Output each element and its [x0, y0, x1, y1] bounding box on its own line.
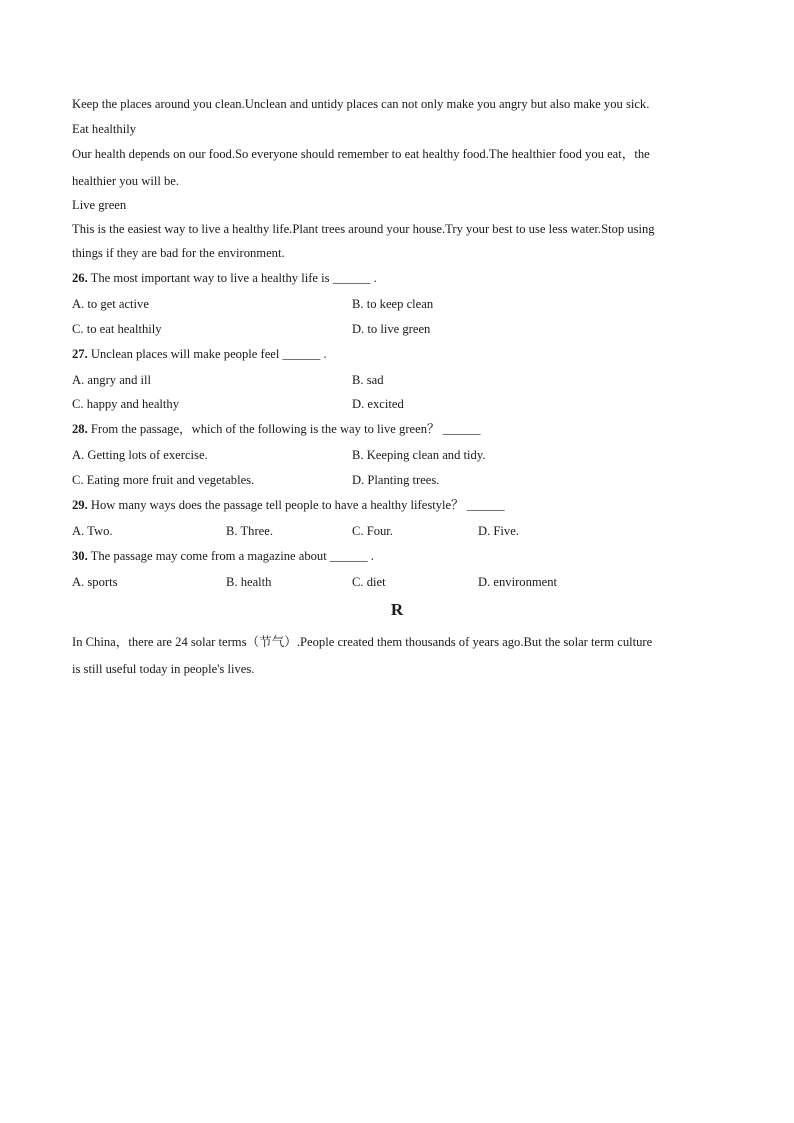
option-a[interactable]: A. sports: [72, 575, 118, 589]
option-d[interactable]: D. environment: [478, 575, 558, 589]
passage-paragraph: things if they are bad for the environment.: [72, 246, 285, 260]
passage-paragraph: In China，there are 24 solar terms（节气）.People created them thousands of years ago.But the solar term culture: [72, 635, 653, 649]
option-c[interactable]: C. diet: [352, 575, 386, 589]
option-d[interactable]: D. excited: [352, 397, 404, 411]
question-number: 27.: [72, 347, 88, 361]
question-27: [72, 346, 327, 362]
option-b[interactable]: B. sad: [352, 373, 384, 387]
question-text: Unclean places will make people feel ______ .: [90, 347, 327, 361]
option-d[interactable]: D. to live green: [352, 322, 431, 336]
passage-paragraph: Keep the places around you clean.Unclean and untidy places can not only make you angry but also make you sick.: [72, 97, 650, 111]
question-29: [72, 497, 505, 513]
section-title: R: [390, 600, 404, 619]
option-b[interactable]: B. to keep clean: [352, 297, 434, 311]
option-c[interactable]: C. Eating more fruit and vegetables.: [72, 473, 255, 487]
question-number: 26.: [72, 271, 88, 285]
question-28: [72, 421, 481, 437]
passage-paragraph: This is the easiest way to live a healthy life.Plant trees around your house.Try your best to use less water.Stop using: [72, 222, 655, 236]
option-a[interactable]: A. angry and ill: [72, 373, 152, 387]
section-heading: Eat healthily: [72, 122, 136, 136]
option-a[interactable]: A. Two.: [72, 524, 113, 538]
question-text: How many ways does the passage tell people to have a healthy lifestyle？ ______: [90, 498, 505, 512]
option-b[interactable]: B. Keeping clean and tidy.: [352, 448, 486, 462]
question-number: 29.: [72, 498, 88, 512]
option-d[interactable]: D. Five.: [478, 524, 519, 538]
question-number: 28.: [72, 422, 88, 436]
passage-paragraph: Our health depends on our food.So everyone should remember to eat healthy food.The healthier food you eat，the: [72, 147, 650, 161]
question-26: [72, 270, 377, 286]
question-number: 30.: [72, 549, 88, 563]
option-a[interactable]: A. Getting lots of exercise.: [72, 448, 208, 462]
question-text: From the passage，which of the following is the way to live green？ ______: [90, 422, 481, 436]
question-text: The most important way to live a healthy life is ______ .: [90, 271, 377, 285]
section-heading: Live green: [72, 198, 127, 212]
option-c[interactable]: C. to eat healthily: [72, 322, 162, 336]
passage-paragraph: healthier you will be.: [72, 174, 180, 188]
option-b[interactable]: B. health: [226, 575, 272, 589]
option-a[interactable]: A. to get active: [72, 297, 149, 311]
question-30: [72, 548, 374, 564]
option-b[interactable]: B. Three.: [226, 524, 273, 538]
question-text: The passage may come from a magazine about ______ .: [90, 549, 374, 563]
option-d[interactable]: D. Planting trees.: [352, 473, 440, 487]
option-c[interactable]: C. happy and healthy: [72, 397, 180, 411]
passage-paragraph: is still useful today in people's lives.: [72, 662, 255, 676]
option-c[interactable]: C. Four.: [352, 524, 393, 538]
